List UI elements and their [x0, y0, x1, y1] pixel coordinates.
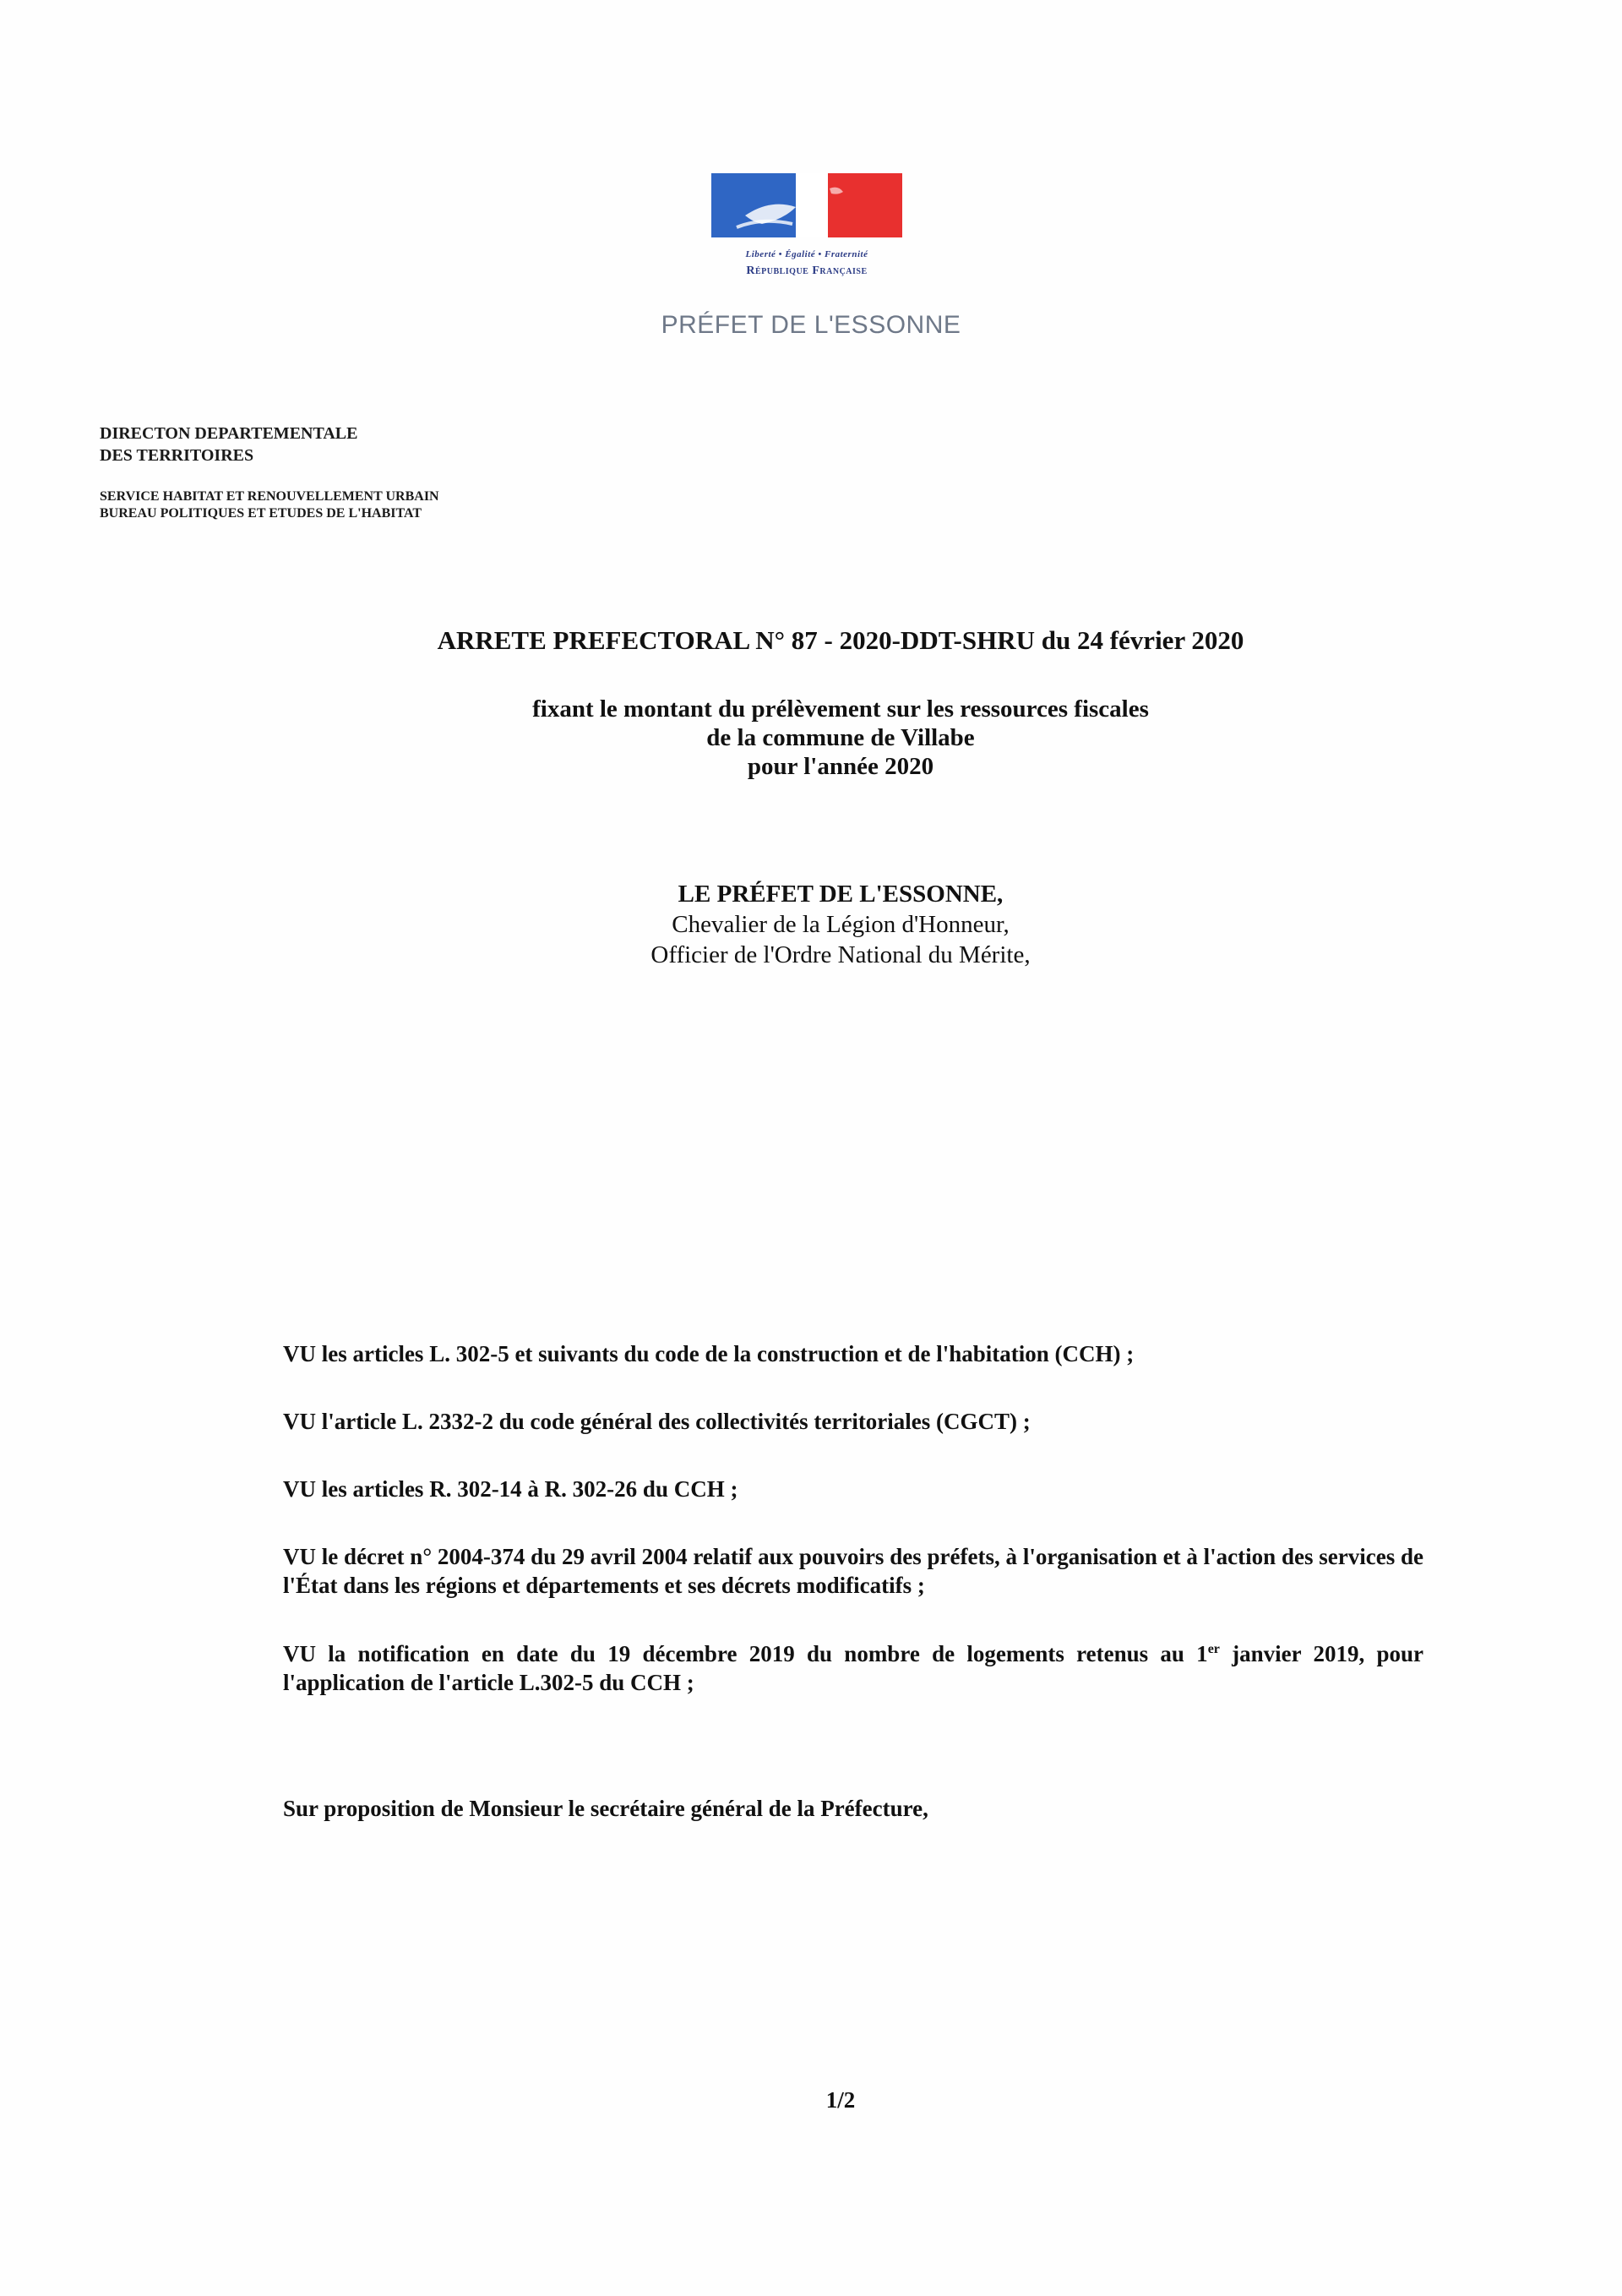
arrete-subtitle: [0, 695, 1622, 781]
direction-block: [100, 423, 439, 522]
direction-line-2: DES TERRITOIRES: [100, 446, 254, 465]
subtitle-line-2: de la commune de Villabe: [706, 724, 975, 751]
authority-line-3: Officier de l'Ordre National du Mérite,: [650, 941, 1031, 968]
authority-line-2: Chevalier de la Légion d'Honneur,: [672, 911, 1010, 938]
republic-motto: Liberté • Égalité • Fraternité: [745, 249, 868, 259]
direction-line-1: DIRECTON DEPARTEMENTALE: [100, 424, 358, 443]
authority-head: LE PRÉFET DE L'ESSONNE,: [678, 881, 1004, 908]
service-line: SERVICE HABITAT ET RENOUVELLEMENT URBAIN: [100, 489, 439, 504]
visa-4: VU le décret n° 2004-374 du 29 avril 2004 relatif aux pouvoirs des préfets, à l'organisation et à l'action des services de l'État dans les régions et départements et ses décrets modificatifs ;: [283, 1544, 1423, 1598]
visa-3: VU les articles R. 302-14 à R. 302-26 du CCH ;: [283, 1476, 738, 1502]
visa-5-text-b: janvier 2019, pour l'application de l'article L.302-5 du CCH ;: [283, 1641, 1423, 1695]
subtitle-line-1: fixant le montant du prélèvement sur les ressources fiscales: [532, 695, 1149, 723]
republic-logo: [710, 173, 904, 278]
visa-5-sup: er: [1207, 1642, 1220, 1656]
visa-5: [283, 1639, 1423, 1697]
marianne-flag-icon: [711, 173, 902, 237]
subtitle-line-3: pour l'année 2020: [747, 753, 934, 780]
authority-block: [0, 879, 1622, 970]
page-number: 1/2: [825, 2087, 856, 2113]
visa-5-text-a: VU la notification en date du 19 décembre 2019 du nombre de logements retenus au 1: [283, 1641, 1208, 1666]
bureau-line: BUREAU POLITIQUES ET ETUDES DE L'HABITAT: [100, 506, 422, 521]
prefet-header: PRÉFET DE L'ESSONNE: [661, 311, 961, 339]
arrete-title: ARRETE PREFECTORAL N° 87 - 2020-DDT-SHRU du 24 février 2020: [437, 625, 1244, 655]
republic-name: République Française: [746, 265, 868, 277]
visa-1: VU les articles L. 302-5 et suivants du code de la construction et de l'habitation (CCH) ;: [283, 1341, 1135, 1366]
visa-2: VU l'article L. 2332-2 du code général des collectivités territoriales (CGCT) ;: [283, 1409, 1031, 1434]
proposition-line: Sur proposition de Monsieur le secrétaire général de la Préfecture,: [283, 1796, 928, 1821]
